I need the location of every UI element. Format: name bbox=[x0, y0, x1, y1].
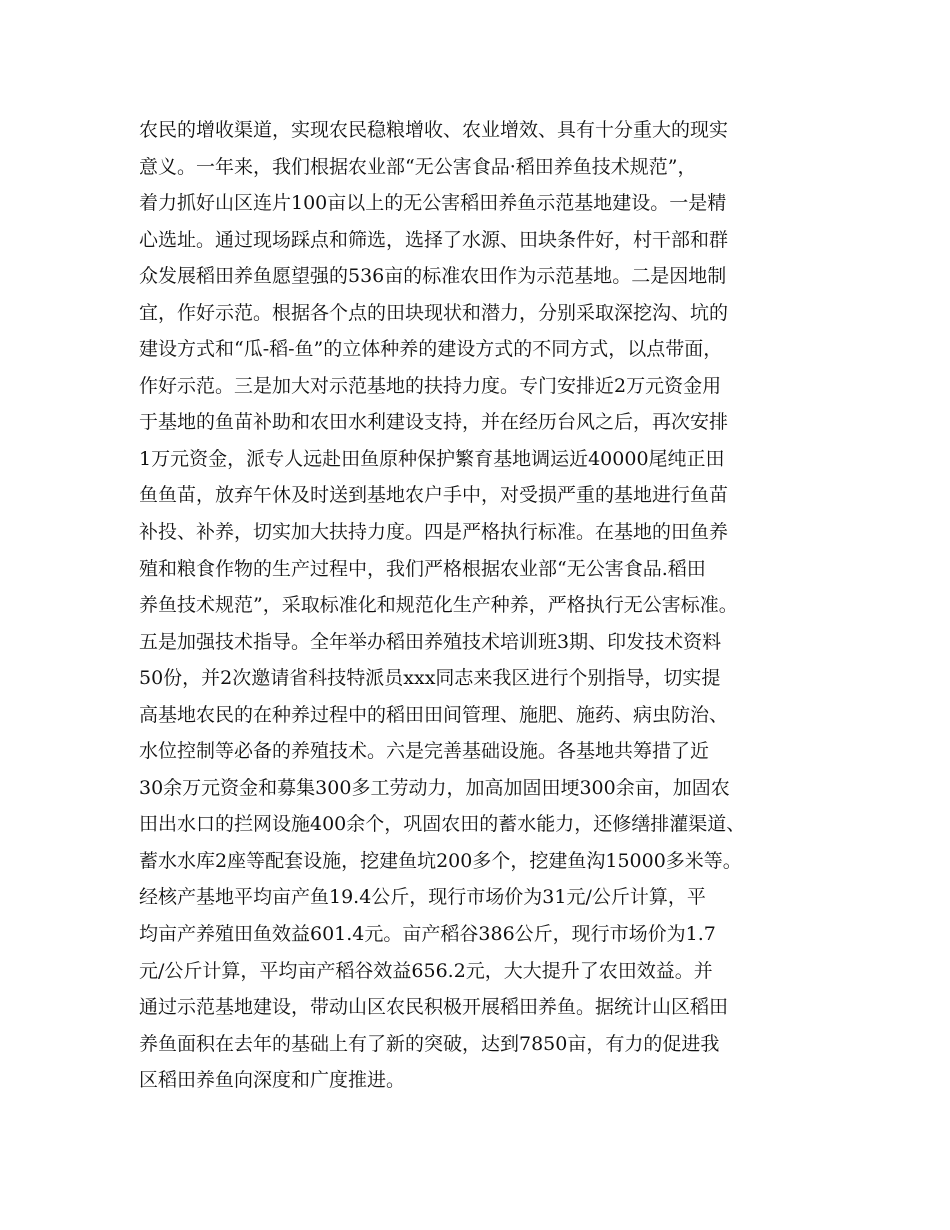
text-line: 作好示范。三是加大对示范基地的扶持力度。专门安排近2万元资金用 bbox=[139, 374, 722, 397]
text-line: 众发展稻田养鱼愿望强的536亩的标准农田作为示范基地。二是因地制 bbox=[139, 265, 727, 288]
text-line: 均亩产养殖田鱼效益601.4元。亩产稻谷386公斤，现行市场价为1.7 bbox=[139, 923, 716, 946]
text-line: 50份，并2次邀请省科技特派员xxx同志来我区进行个别指导，切实提 bbox=[139, 667, 721, 690]
text-line: 30余万元资金和募集300多工劳动力，加高加固田埂300余亩，加固农 bbox=[139, 776, 730, 799]
text-line: 经核产基地平均亩产鱼19.4公斤，现行市场价为31元/公斤计算，平 bbox=[139, 886, 706, 909]
text-line: 鱼鱼苗，放弃午休及时送到基地农户手中，对受损严重的基地进行鱼苗 bbox=[139, 484, 729, 507]
text-line: 于基地的鱼苗补助和农田水利建设支持，并在经历台风之后，再次安排 bbox=[139, 411, 729, 434]
text-line: 五是加强技术指导。全年举办稻田养殖技术培训班3期、印发技术资料 bbox=[139, 630, 722, 653]
text-line: 通过示范基地建设，带动山区农民积极开展稻田养鱼。据统计山区稻田 bbox=[139, 996, 729, 1019]
text-line: 补投、补养，切实加大扶持力度。四是严格执行标准。在基地的田鱼养 bbox=[139, 521, 729, 544]
text-line: 殖和粮食作物的生产过程中，我们严格根据农业部“无公害食品.稻田 bbox=[139, 557, 706, 580]
text-line: 意义。一年来，我们根据农业部“无公害食品·稻田养鱼技术规范”， bbox=[139, 155, 697, 178]
text-line: 宜，作好示范。根据各个点的田块现状和潜力，分别采取深挖沟、坑的 bbox=[139, 301, 729, 324]
text-line: 区稻田养鱼向深度和广度推进。 bbox=[139, 1069, 406, 1092]
body-paragraph bbox=[139, 112, 829, 1099]
text-line: 养鱼面积在去年的基础上有了新的突破，达到7850亩，有力的促进我 bbox=[139, 1032, 720, 1055]
text-line: 水位控制等必备的养殖技术。六是完善基础设施。各基地共筹措了近 bbox=[139, 740, 710, 763]
text-line: 元/公斤计算，平均亩产稻谷效益656.2元，大大提升了农田效益。并 bbox=[139, 959, 713, 982]
text-line: 建设方式和“瓜-稻-鱼”的立体种养的建设方式的不同方式，以点带面， bbox=[139, 338, 723, 361]
text-line: 着力抓好山区连片100亩以上的无公害稻田养鱼示范基地建设。一是精 bbox=[139, 192, 727, 215]
text-line: 1万元资金，派专人远赴田鱼原种保护繁育基地调运近40000尾纯正田 bbox=[139, 447, 725, 470]
text-line: 心选址。通过现场踩点和筛选，选择了水源、田块条件好，村干部和群 bbox=[139, 228, 729, 251]
text-line: 养鱼技术规范”，采取标准化和规范化生产种养，严格执行无公害标准。 bbox=[139, 594, 738, 617]
text-line: 高基地农民的在种养过程中的稻田田间管理、施肥、施药、病虫防治、 bbox=[139, 703, 729, 726]
text-line: 田出水口的拦网设施400余个，巩固农田的蓄水能力，还修缮排灌渠道、 bbox=[139, 813, 746, 836]
text-line: 蓄水水库2座等配套设施，挖建鱼坑200多个，挖建鱼沟15000多米等。 bbox=[139, 849, 742, 872]
text-line: 农民的增收渠道，实现农民稳粮增收、农业增效、具有十分重大的现实 bbox=[139, 119, 729, 141]
